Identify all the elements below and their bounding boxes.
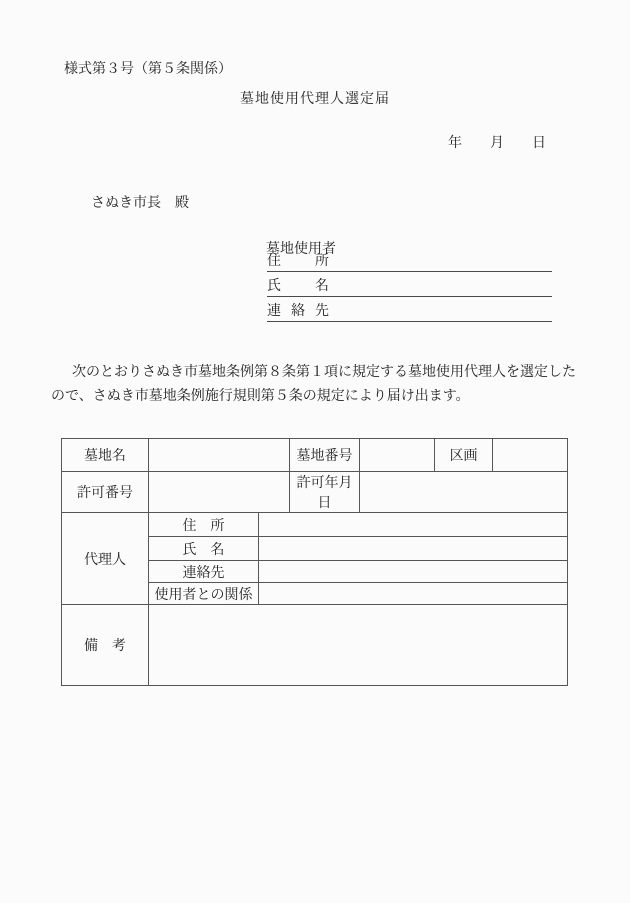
agent-label: 代理人	[62, 513, 149, 605]
agent-name-value-cell	[259, 537, 568, 561]
applicant-contact-label: 連絡先	[267, 304, 329, 319]
permit-number-label: 許可番号	[62, 472, 149, 513]
section-value-cell	[493, 439, 568, 472]
applicant-fields	[267, 247, 552, 322]
agent-contact-value-cell	[259, 561, 568, 583]
agent-relationship-value-cell	[259, 583, 568, 605]
cemetery-name-value-cell	[149, 439, 290, 472]
agent-address-label: 住 所	[149, 513, 259, 537]
form-number: 様式第３号（第５条関係）	[64, 62, 232, 77]
applicant-address-row	[267, 247, 552, 272]
permit-number-value-cell	[149, 472, 290, 513]
cemetery-number-label: 墓地番号	[290, 439, 360, 472]
applicant-section-heading: 墓地使用者	[266, 242, 336, 257]
applicant-contact-row	[267, 297, 552, 322]
table-row	[62, 472, 568, 513]
table-row	[62, 605, 568, 686]
cemetery-number-value-cell	[360, 439, 435, 472]
permit-date-value-cell	[360, 472, 568, 513]
date-line: 年 月 日	[448, 136, 546, 151]
agent-address-value-cell	[259, 513, 568, 537]
remarks-value-cell	[149, 605, 568, 686]
applicant-contact-value	[329, 320, 552, 321]
applicant-address-label: 住所	[267, 254, 329, 269]
permit-date-label: 許可年月日	[290, 472, 360, 513]
agent-name-label: 氏 名	[149, 537, 259, 561]
remarks-label: 備 考	[62, 605, 149, 686]
page-title: 墓地使用代理人選定届	[240, 92, 390, 107]
form-table	[61, 438, 568, 686]
table-row	[62, 513, 568, 537]
applicant-name-row	[267, 272, 552, 297]
applicant-name-value	[329, 295, 552, 296]
cemetery-name-label: 墓地名	[62, 439, 149, 472]
applicant-name-label: 氏名	[267, 279, 329, 294]
section-label: 区画	[435, 439, 493, 472]
agent-contact-label: 連絡先	[149, 561, 259, 583]
agent-relationship-label: 使用者との関係	[149, 583, 259, 605]
table-row	[62, 439, 568, 472]
addressee-line: さぬき市長 殿	[91, 196, 189, 211]
body-paragraph: 次のとおりさぬき市墓地条例第８条第１項に規定する墓地使用代理人を選定したので、さぬき市墓地条例施行規則第５条の規定により届け出ます。	[51, 365, 576, 404]
applicant-address-value	[329, 270, 552, 271]
